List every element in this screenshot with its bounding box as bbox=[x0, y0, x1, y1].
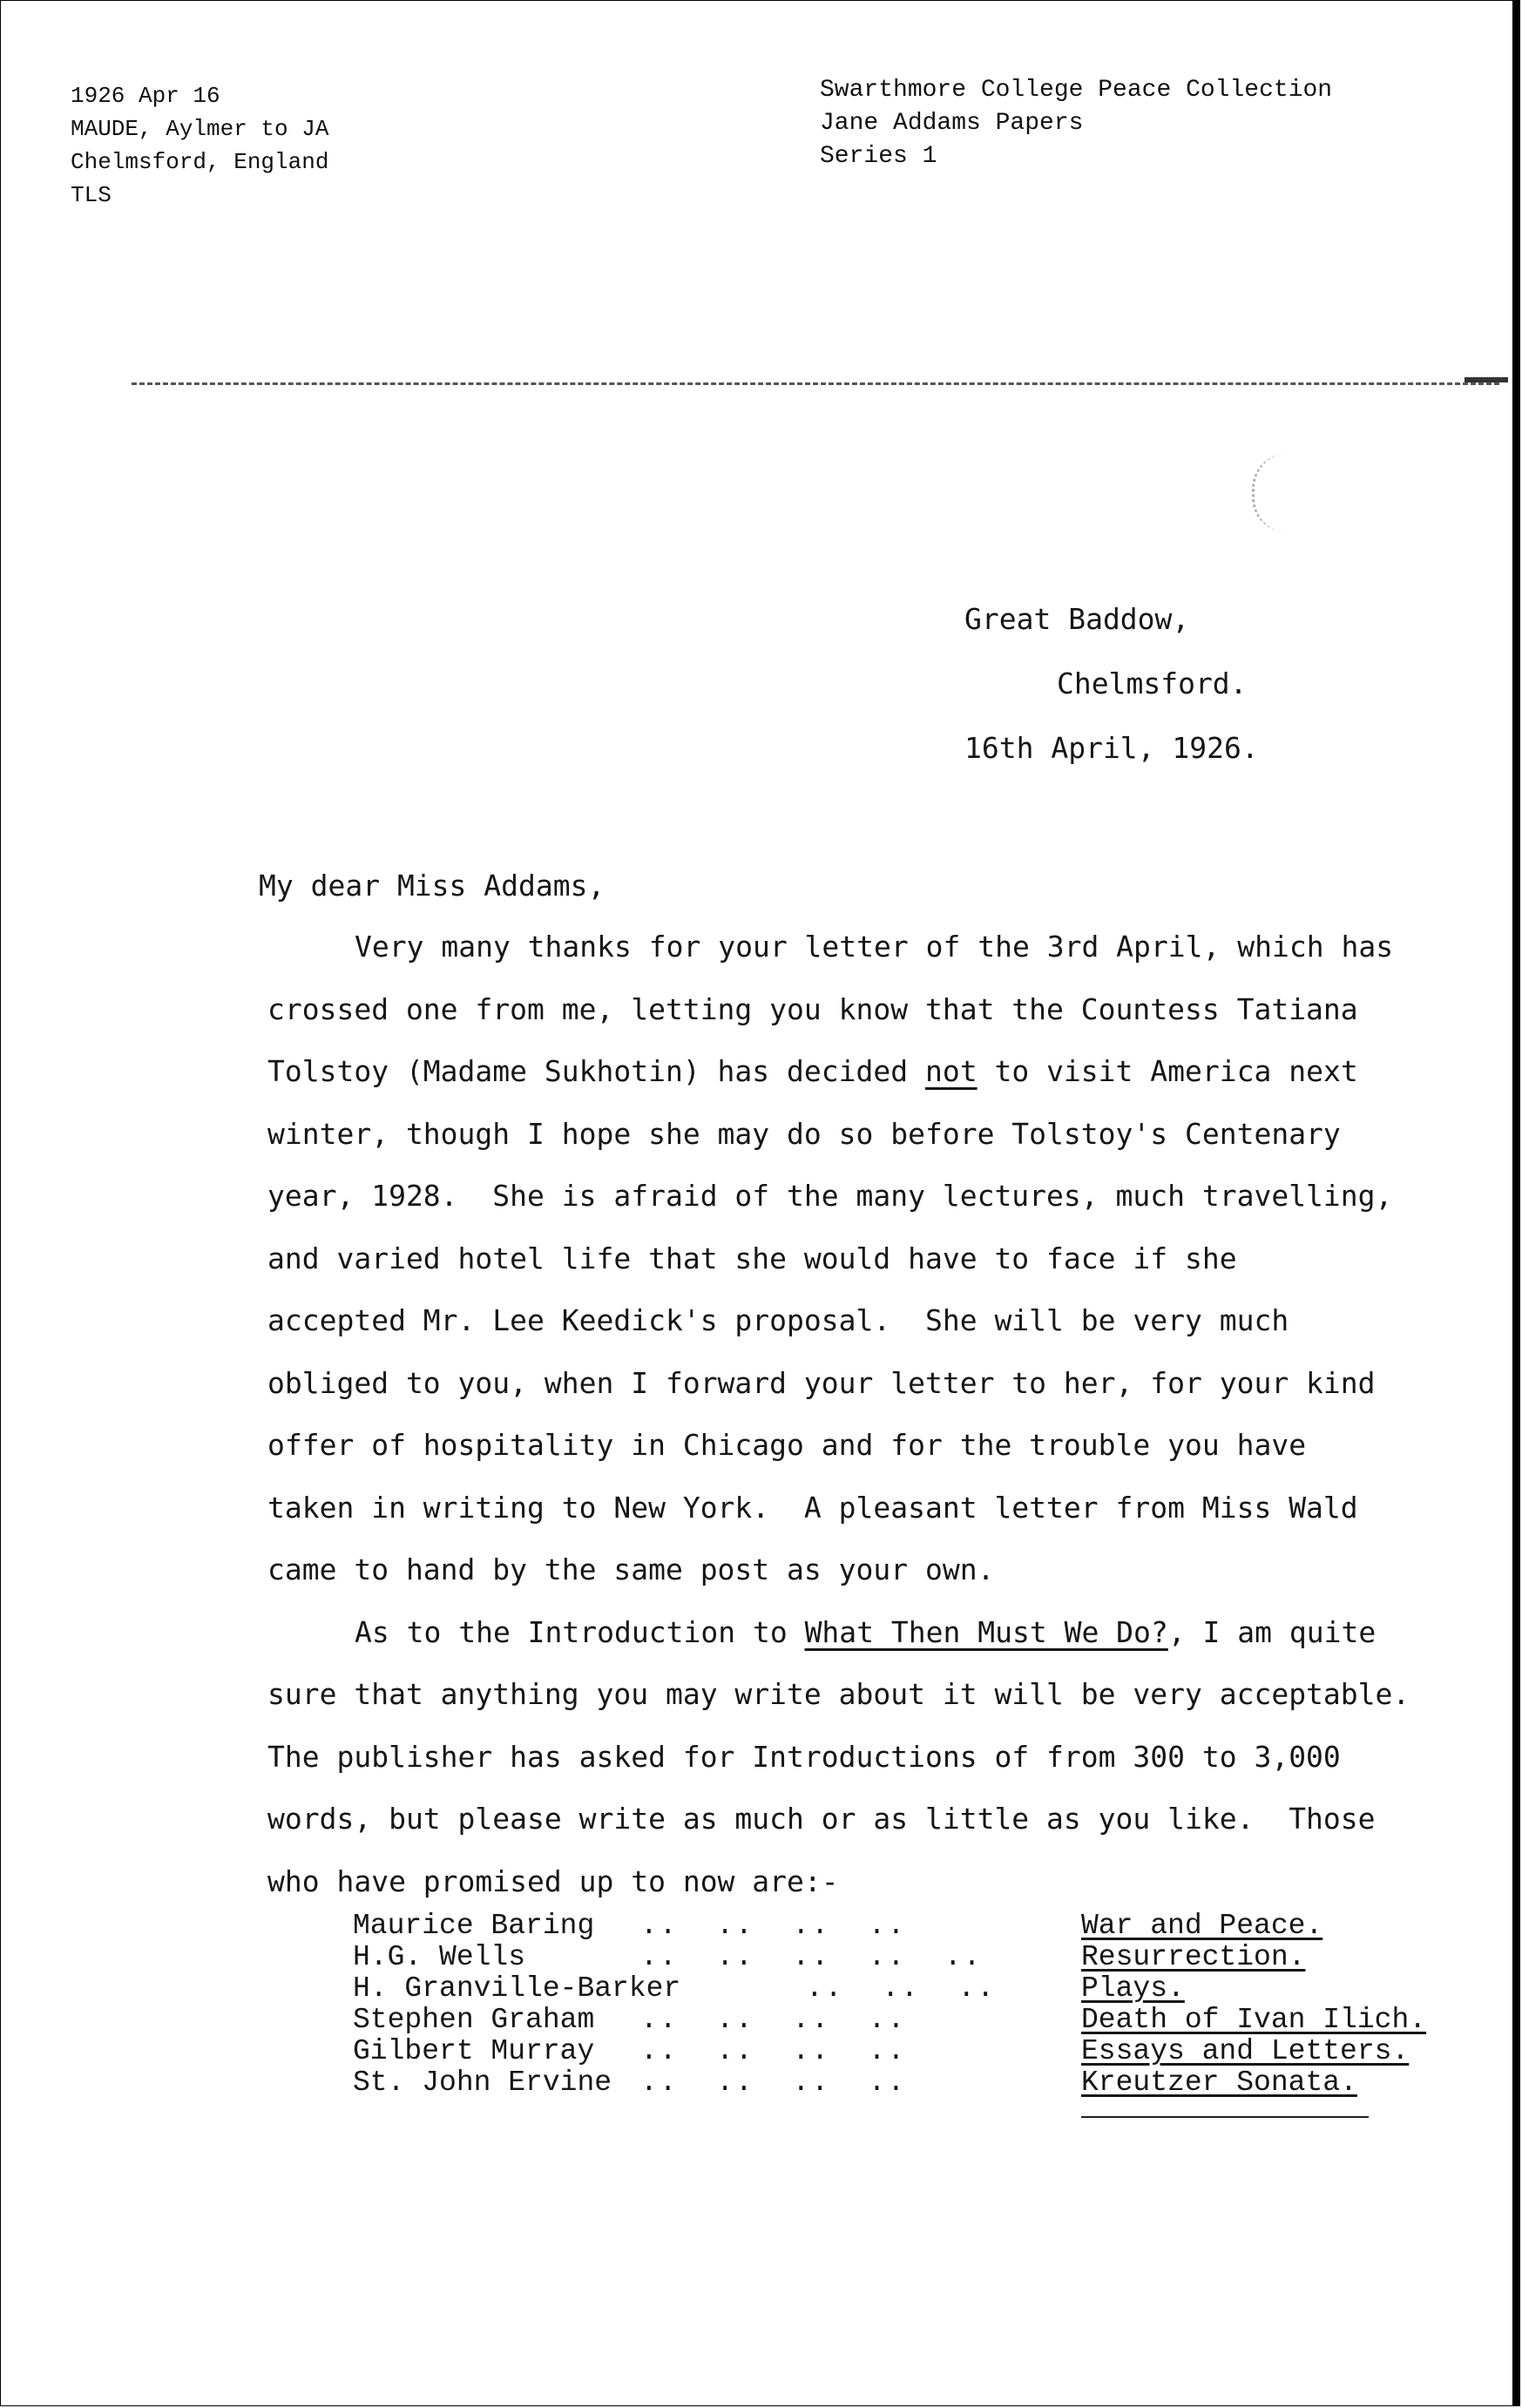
divider-line bbox=[132, 382, 1499, 385]
salutation: My dear Miss Addams, bbox=[259, 869, 605, 903]
address-line: Chelmsford. bbox=[1057, 666, 1248, 700]
body-line: Very many thanks for your letter of the 3rd April, which has bbox=[355, 930, 1394, 964]
text-span: Tolstoy (Madame Sukhotin) has decided bbox=[267, 1054, 925, 1088]
list-item bbox=[353, 1973, 1451, 2005]
page-edge bbox=[1512, 1, 1519, 2405]
catalog-date: 1926 Apr 16 bbox=[71, 83, 220, 109]
body-line bbox=[267, 1601, 1470, 1664]
author-name: St. John Ervine bbox=[353, 2066, 612, 2099]
body-line: accepted Mr. Lee Keedick's proposal. She will be very much bbox=[267, 1303, 1289, 1337]
body-line: year, 1928. She is afraid of the many lectures, much travelling, bbox=[267, 1179, 1393, 1213]
work-title: Plays. bbox=[1081, 1972, 1185, 2005]
divider-line-end bbox=[1465, 377, 1508, 382]
body-line: sure that anything you may write about it will be very acceptable. bbox=[267, 1677, 1410, 1711]
author-name: Gilbert Murray bbox=[353, 2035, 595, 2067]
body-line: The publisher has asked for Introductions of from 300 to 3,000 bbox=[267, 1739, 1341, 1774]
work-title: War and Peace. bbox=[1081, 1910, 1323, 1942]
body-line: crossed one from me, letting you know that the Countess Tatiana bbox=[267, 991, 1358, 1026]
list-item bbox=[353, 1942, 1451, 1973]
work-title: Kreutzer Sonata. bbox=[1081, 2066, 1357, 2099]
work-title: Death of Ivan Ilich. bbox=[1081, 2004, 1427, 2036]
work-title: Resurrection. bbox=[1081, 1941, 1306, 1973]
catalog-format: TLS bbox=[71, 182, 112, 208]
underlined-word: not bbox=[924, 1054, 977, 1088]
body-line: winter, though I hope she may do so before Tolstoy's Centenary bbox=[267, 1116, 1341, 1151]
leader-dots: .. .. .. .. bbox=[640, 2035, 907, 2067]
list-underline bbox=[1081, 2116, 1369, 2118]
text-span: , I am quite bbox=[1167, 1614, 1377, 1649]
book-title: What Then Must We Do? bbox=[804, 1614, 1168, 1649]
leader-dots: .. .. .. .. .. bbox=[640, 1941, 983, 1973]
author-name: Maurice Baring bbox=[353, 1910, 595, 1942]
papers-name: Jane Addams Papers bbox=[820, 110, 1084, 137]
list-item bbox=[353, 2036, 1451, 2067]
body-line: and varied hotel life that she would have to face if she bbox=[267, 1241, 1237, 1275]
introduction-list bbox=[353, 1911, 1451, 2099]
work-title: Essays and Letters. bbox=[1081, 2035, 1410, 2067]
letter-date: 16th April, 1926. bbox=[964, 731, 1259, 765]
author-name: Stephen Graham bbox=[353, 2004, 595, 2036]
text-span: As to the Introduction to bbox=[355, 1614, 805, 1649]
body-line: offer of hospitality in Chicago and for the trouble you have bbox=[267, 1428, 1307, 1462]
leader-dots: .. .. .. .. bbox=[640, 1910, 907, 1942]
letter-body bbox=[267, 916, 1470, 1912]
catalog-info-left bbox=[71, 79, 328, 212]
catalog-info-right bbox=[820, 74, 1332, 173]
series-label: Series 1 bbox=[820, 143, 937, 170]
catalog-correspondents: MAUDE, Aylmer to JA bbox=[71, 116, 329, 142]
address-line: Great Baddow, bbox=[964, 602, 1190, 636]
leader-dots: .. .. .. .. bbox=[640, 2066, 907, 2099]
body-line bbox=[267, 1040, 1470, 1103]
list-item bbox=[353, 2067, 1451, 2099]
body-line: came to hand by the same post as your own. bbox=[267, 1552, 995, 1586]
list-item bbox=[353, 2005, 1451, 2036]
collection-name: Swarthmore College Peace Collection bbox=[820, 77, 1333, 104]
body-line: who have promised up to now are:- bbox=[267, 1863, 839, 1898]
body-line: taken in writing to New York. A pleasant letter from Miss Wald bbox=[267, 1490, 1358, 1525]
author-name: H. Granville-Barker bbox=[353, 1972, 681, 2005]
author-name: H.G. Wells bbox=[353, 1941, 526, 1973]
catalog-place: Chelmsford, England bbox=[71, 149, 329, 175]
faded-stamp bbox=[1252, 454, 1377, 532]
leader-dots: .. .. .. bbox=[806, 1972, 997, 2005]
list-item bbox=[353, 1911, 1451, 1942]
body-line: words, but please write as much or as little as you like. Those bbox=[267, 1802, 1376, 1836]
leader-dots: .. .. .. .. bbox=[640, 2004, 907, 2036]
body-line: obliged to you, when I forward your letter to her, for your kind bbox=[267, 1365, 1376, 1400]
text-span: to visit America next bbox=[977, 1054, 1358, 1088]
